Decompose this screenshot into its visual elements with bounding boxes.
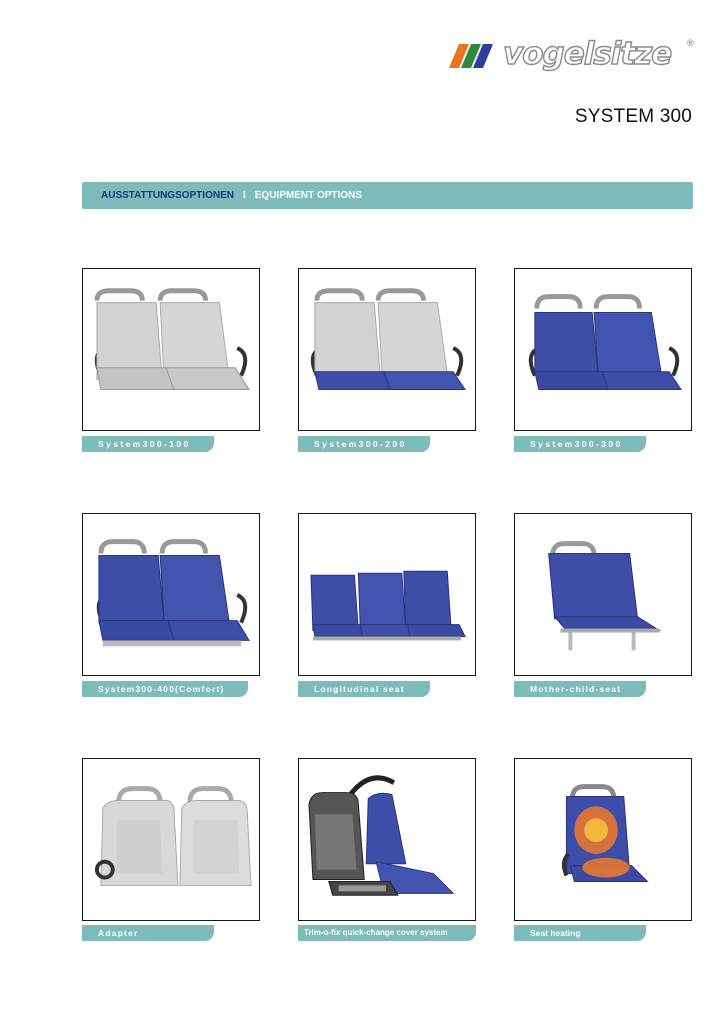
vogelsitze-logo: [449, 38, 699, 72]
banner-separator: I: [242, 190, 246, 201]
option-label: Longitudinal seat: [298, 681, 430, 697]
mother-child-seat-icon: [515, 514, 691, 675]
logo-stripes-icon: [449, 44, 505, 68]
option-label: Mother-child-seat: [514, 681, 646, 697]
option-card-system300-100: [82, 268, 260, 431]
option-label: System300-400(Comfort): [82, 681, 248, 697]
banner-german-label: AUSSTATTUNGSOPTIONEN: [101, 190, 234, 201]
adapter-shell-icon: [83, 759, 259, 920]
trim-o-fix-icon: [299, 759, 475, 920]
longitudinal-seat-icon: [299, 514, 475, 675]
option-card-seat-heating: [514, 758, 692, 921]
option-label: System300-200: [298, 436, 430, 452]
double-seat-comfort-icon: [83, 514, 259, 675]
logo-wordmark: vogelsitze: [503, 36, 672, 72]
section-banner: [82, 182, 693, 209]
option-label: System300-300: [514, 436, 646, 452]
option-label: Seat heating: [514, 925, 646, 941]
option-card-system300-300: [514, 268, 692, 431]
option-label: Trim-o-fix quick-change cover system: [298, 925, 476, 941]
banner-english-label: EQUIPMENT OPTIONS: [254, 190, 362, 201]
option-label: System300-100: [82, 436, 214, 452]
option-card-mother-child-seat: [514, 513, 692, 676]
seat-heating-icon: [515, 759, 691, 920]
option-card-system300-400: [82, 513, 260, 676]
registered-mark: ®: [687, 38, 694, 48]
double-seat-plastic-icon: [83, 269, 259, 430]
option-card-trim-o-fix: [298, 758, 476, 921]
option-card-system300-200: [298, 268, 476, 431]
option-card-adapter: [82, 758, 260, 921]
page-title: SYSTEM 300: [574, 106, 692, 127]
option-card-longitudinal-seat: [298, 513, 476, 676]
option-label: Adapter: [82, 925, 214, 941]
double-seat-cushion-icon: [299, 269, 475, 430]
double-seat-upholstered-icon: [515, 269, 691, 430]
